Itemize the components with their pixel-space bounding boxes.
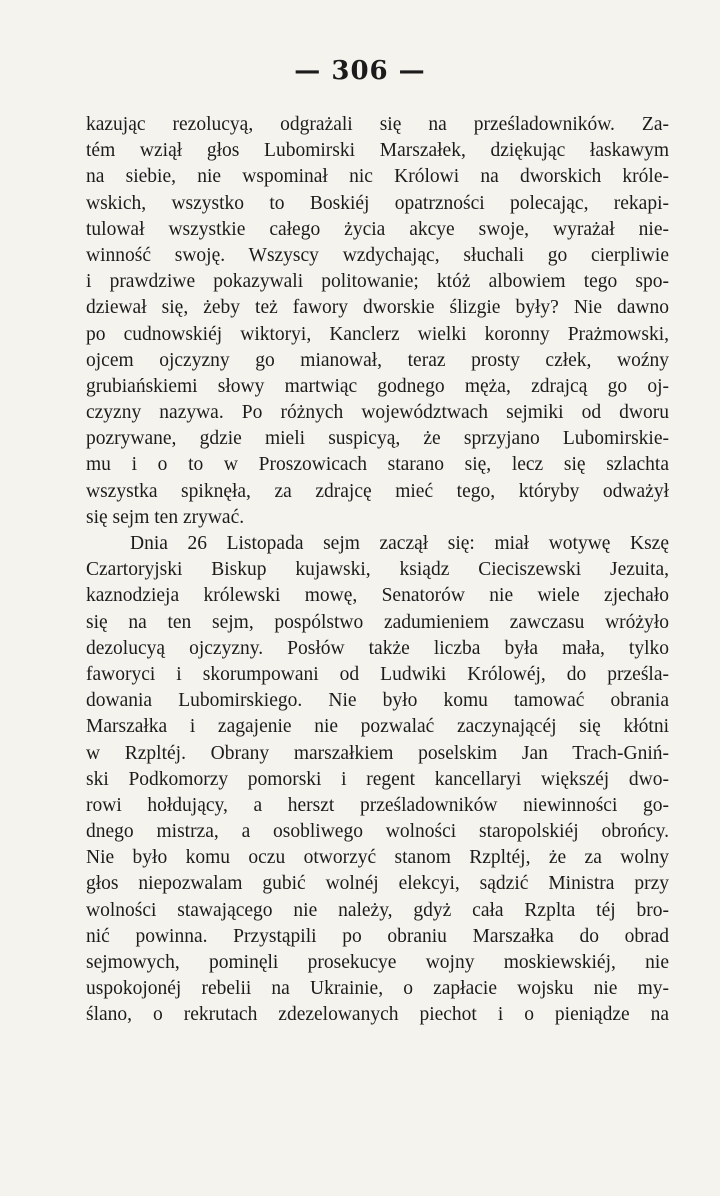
text-line: sejmowych, pominęli prosekucye wojny moskiewskiéj, nie — [86, 952, 669, 973]
text-line: ski Podkomorzy pomorski i regent kancellaryi większéj dwo- — [86, 768, 669, 790]
text-line: głos niepozwalam gubić wolnéj elekcyi, sądzić Ministra przy — [86, 873, 669, 895]
text-line: wskich, wszystko to Boskiéj opatrzności polecając, rekapi- — [86, 192, 669, 214]
page-number: — 306 — — [294, 56, 426, 86]
body-text — [86, 112, 669, 1029]
text-line: wolności stawającego nie należy, gdyż cała Rzplta téj bro- — [86, 899, 669, 921]
text-line: się na ten sejm, pospólstwo zadumieniem zawczasu wróżyło — [86, 611, 669, 633]
text-line: się sejm ten zrywać. — [86, 506, 245, 528]
text-line: dziewał się, żeby też fawory dworskie ślizgie były? Nie dawno — [86, 297, 669, 319]
text-line: tém wziął głos Lubomirski Marszałek, dziękując łaskawym — [86, 140, 669, 162]
text-line: kazując rezolucyą, odgrażali się na prześladowników. Za- — [86, 114, 669, 135]
text-line: dezolucyą ojczyzny. Posłów także liczba była mała, tylko — [86, 637, 669, 659]
text-line: nić powinna. Przystąpili po obraniu Marszałka do obrad — [86, 925, 669, 947]
text-line: i prawdziwe pokazywali politowanie; któż albowiem tego spo- — [86, 271, 669, 293]
text-line: wszystka spiknęła, za zdrajcę mieć tego, któryby odważył — [86, 480, 669, 502]
text-line: dnego mistrza, a osobliwego wolności staropolskiéj obrońcy. — [86, 821, 669, 843]
text-line: pozrywane, gdzie mieli suspicyą, że sprzyjano Lubomirskie- — [86, 428, 669, 450]
text-line: w Rzpltéj. Obrany marszałkiem poselskim Jan Trach-Gniń- — [86, 742, 669, 764]
text-line: rowi hołdujący, a herszt prześladowników niewinności go- — [86, 794, 669, 816]
text-line: mu i o to w Proszowicach starano się, lecz się szlachta — [86, 454, 669, 476]
text-line: grubiańskiemi słowy martwiąc godnego męża, zdrajcą go oj- — [86, 375, 669, 397]
text-line: Czartoryjski Biskup kujawski, ksiądz Cieciszewski Jezuita, — [86, 559, 669, 581]
text-line: Marszałka i zagajenie nie pozwalać zaczynającéj się kłótni — [86, 716, 669, 738]
text-line: winność swoję. Wszyscy wzdychając, słuchali go cierpliwie — [86, 244, 669, 266]
text-line: czyzny nazywa. Po różnych województwach sejmiki od dworu — [86, 402, 669, 424]
text-line: dowania Lubomirskiego. Nie było komu tamować obrania — [86, 690, 669, 712]
text-line: Nie było komu oczu otworzyć stanom Rzpltéj, że za wolny — [86, 847, 669, 869]
text-line: po cudnowskiéj wiktoryi, Kanclerz wielki koronny Prażmowski, — [86, 323, 669, 345]
text-line: na siebie, nie wspominał nic Królowi na dworskich króle- — [86, 166, 669, 188]
paragraph-start-line: Dnia 26 Listopada sejm zaczął się: miał wotywę Kszę — [130, 533, 669, 554]
text-line: ślano, o rekrutach zdezelowanych piechot i o pieniądze na — [86, 1004, 669, 1026]
text-line: tulował wszystkie całego życia akcye swoje, wyrażał nie- — [86, 218, 669, 240]
text-line: ojcem ojczyzny go mianował, teraz prosty człek, woźny — [86, 349, 669, 371]
text-line: faworyci i skorumpowani od Ludwiki Królowéj, do prześla- — [86, 663, 669, 685]
text-line: kaznodzieja królewski mowę, Senatorów nie wiele zjechało — [86, 585, 669, 607]
text-line: uspokojonéj rebelii na Ukrainie, o zapłacie wojsku nie my- — [86, 978, 669, 1000]
